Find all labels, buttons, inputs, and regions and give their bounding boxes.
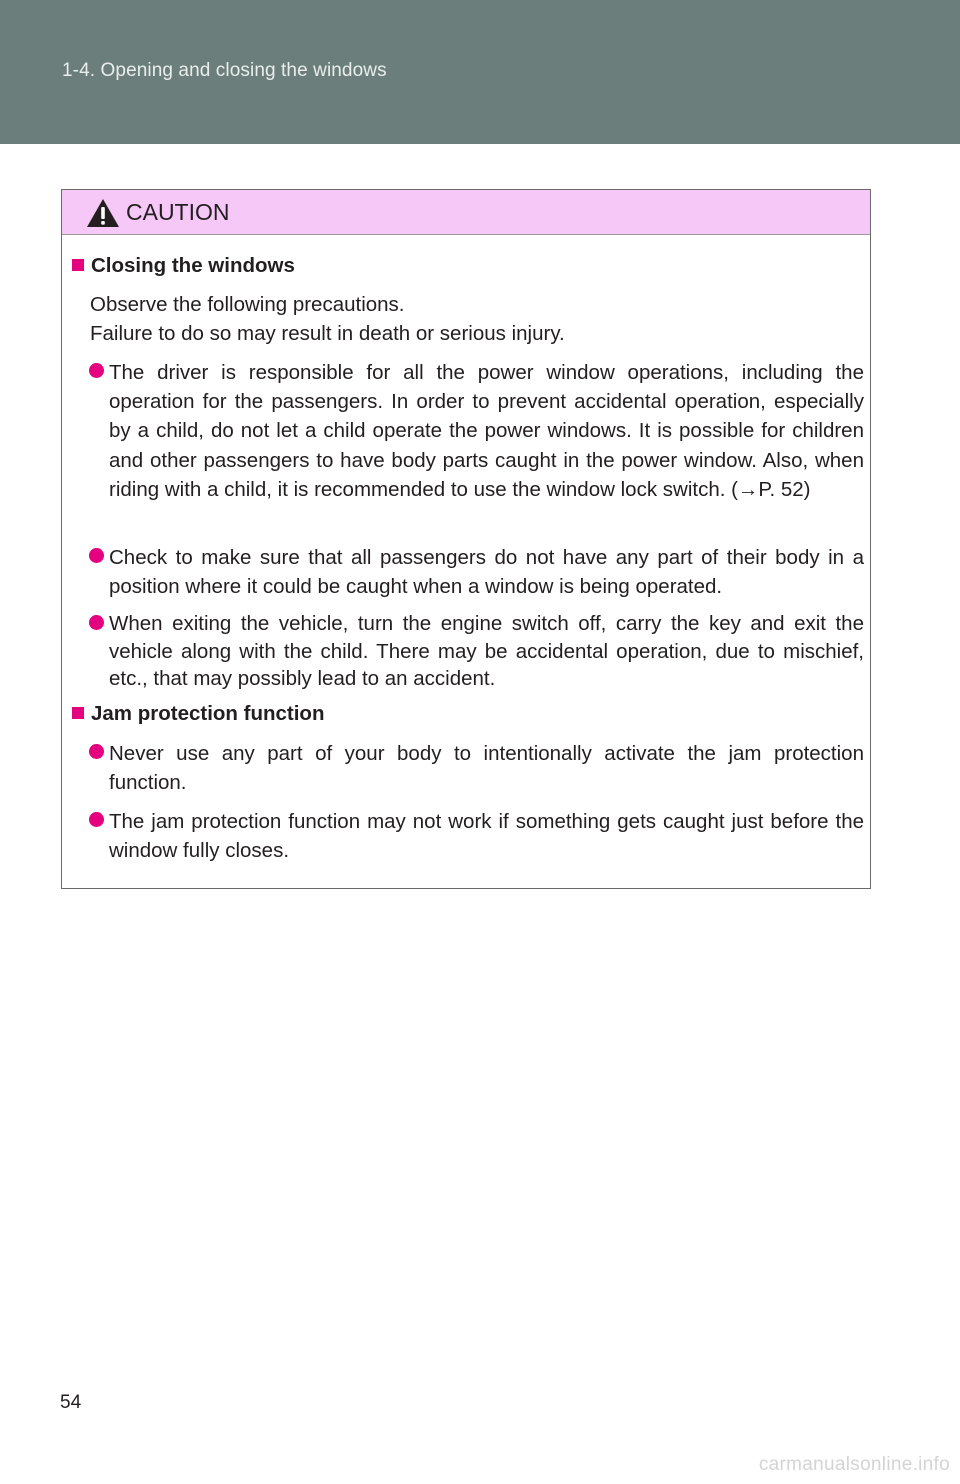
square-bullet-icon [72, 259, 84, 271]
bullet-item [89, 807, 864, 865]
intro-line: Failure to do so may result in death or serious injury. [90, 322, 565, 345]
bullet-text: Check to make sure that all passengers do not have any part of their body in a position where it could be caught when a window is being operated. [109, 546, 864, 599]
bullet-item [89, 543, 864, 601]
intro-line: Observe the following precautions. [90, 293, 405, 316]
bullet-text: Never use any part of your body to intentionally activate the jam protection function. [109, 742, 864, 795]
bullet-text: The jam protection function may not work if something gets caught just before the window fully closes. [109, 810, 864, 863]
circle-bullet-icon [89, 812, 104, 827]
warning-triangle-icon [86, 198, 120, 228]
header-band [0, 0, 960, 144]
circle-bullet-icon [89, 548, 104, 563]
bullet-item [89, 739, 864, 797]
circle-bullet-icon [89, 363, 104, 378]
circle-bullet-icon [89, 744, 104, 759]
caution-header [62, 190, 870, 235]
watermark: carmanualsonline.info [758, 1454, 950, 1475]
bullet-text: When exiting the vehicle, turn the engine switch off, carry the key and exit the vehicle along with the child. There may be accidental operation, due to mischief, etc., that may possibly lead to an accident. [109, 612, 864, 690]
square-bullet-icon [72, 707, 84, 719]
bullet-item [89, 610, 864, 693]
bullet-item [89, 358, 864, 504]
circle-bullet-icon [89, 615, 104, 630]
bullet-text: The driver is responsible for all the power window operations, including the operation for the passengers. In order to prevent accidental operation, especially by a child, do not let a child operate the power windows. It is possible for children and other passengers to have body parts caught in the power window. Also, when riding with a child, it is recommended to use the window lock switch. (→P. 52) [109, 361, 864, 501]
caution-box [61, 189, 871, 889]
caution-label: CAUTION [126, 199, 230, 225]
section-heading-jam-protection: Jam protection function [72, 702, 324, 726]
section-heading-closing: Closing the windows [72, 254, 295, 278]
page-number: 54 [60, 1392, 82, 1413]
section-title: 1-4. Opening and closing the windows [62, 60, 387, 81]
